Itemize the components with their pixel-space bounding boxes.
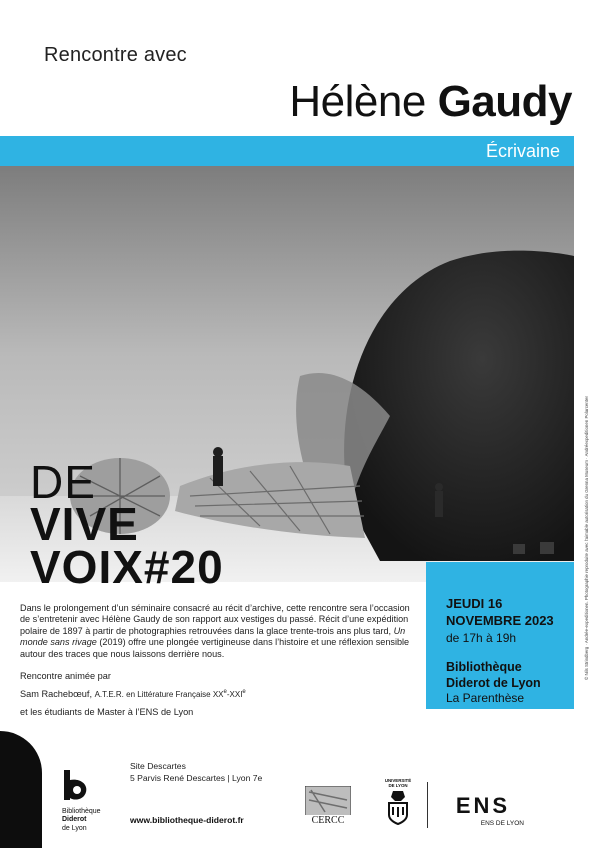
series-title-line-3: VOIX#20 <box>30 540 224 593</box>
site-address <box>130 761 262 784</box>
ens-lyon-logo <box>442 795 524 827</box>
event-description <box>20 603 422 660</box>
photo-credit-text: © Nils Strindberg · Andrée-expeditionen. Photographie reproduite avec l’aimable autorisation du Grenna Museum · Andréexpeditionen Polarcenter <box>584 396 589 680</box>
moderator-sep: -XXI <box>226 690 243 700</box>
univ-line-2: DE LYON <box>388 782 408 788</box>
lion-crest-icon <box>387 789 409 825</box>
moderator-sup-1: e <box>223 689 227 695</box>
decorative-black-shape <box>0 731 42 848</box>
moderator-title: A.T.E.R. en Littérature Française XX <box>94 690 224 700</box>
photo-credit <box>584 250 596 680</box>
event-intro: Rencontre avec <box>44 44 187 66</box>
speaker-first-name: Hélène <box>289 77 426 126</box>
event-time: de 17h à 19h <box>446 630 517 645</box>
moderator-sup-2: e <box>242 689 246 695</box>
speaker-last-name: Gaudy <box>437 77 572 126</box>
event-date-line-2: NOVEMBRE 2023 <box>446 612 554 628</box>
event-place <box>446 659 574 692</box>
speaker-role: Écrivaine <box>485 141 560 161</box>
site-street: 5 Parvis René Descartes | Lyon 7e <box>130 772 263 783</box>
moderation-intro: Rencontre animée par <box>20 671 111 681</box>
event-date <box>446 596 574 630</box>
cercc-label: CERCC <box>305 815 351 826</box>
event-place-line-1: Bibliothèque <box>446 659 522 674</box>
series-title <box>30 456 224 593</box>
ens-wordmark: ENS <box>455 793 511 818</box>
cercc-logo <box>305 786 351 826</box>
logo-divider <box>427 782 428 828</box>
description-part-1: Dans le prolongement d’un séminaire consacré au récit d’archive, cette rencontre sera l’occasion de s’entretenir avec Hélène Gaudy de son rapport aux vestiges du passé. Récit d’une expédition polaire de 1897 à partir de photographies retrouvées dans la glace trente-trois ans plus tard, <box>20 603 410 636</box>
series-title-line-2: VIVE <box>30 498 139 551</box>
bibliotheque-diderot-logo <box>62 770 110 833</box>
event-place-line-2: Diderot de Lyon <box>446 676 541 691</box>
univ-line-1: UNIVERSITÉ <box>384 778 412 783</box>
bib-line-1: Bibliothèque <box>62 808 101 815</box>
book-title: Un monde sans rivage <box>20 625 406 648</box>
moderation-students: et les étudiants de Master à l’ENS de Lyon <box>20 707 194 717</box>
event-info-box <box>426 562 574 709</box>
ens-subtitle: ENS DE LYON <box>480 820 524 827</box>
website-link[interactable]: www.bibliotheque-diderot.fr <box>130 815 244 825</box>
moderator <box>20 689 246 699</box>
bibliotheque-logo-icon <box>62 770 88 800</box>
event-room: La Parenthèse <box>446 691 525 706</box>
series-title-line-1: DE <box>30 456 96 508</box>
speaker-name <box>289 77 572 126</box>
description-part-2: (2019) offre une plongée vertigineuse dans l’histoire et une réflexion sensible autour des traces que nous laissons derrière nous. <box>20 637 410 659</box>
event-date-line-1: JEUDI 16 <box>446 596 503 611</box>
bib-line-3: de Lyon <box>62 824 87 832</box>
site-name: Site Descartes <box>130 761 186 771</box>
moderator-name: Sam Rachebœuf, <box>20 689 95 700</box>
accent-band <box>0 136 574 166</box>
universite-de-lyon-logo <box>381 779 415 830</box>
bib-line-2: Diderot <box>62 816 87 824</box>
